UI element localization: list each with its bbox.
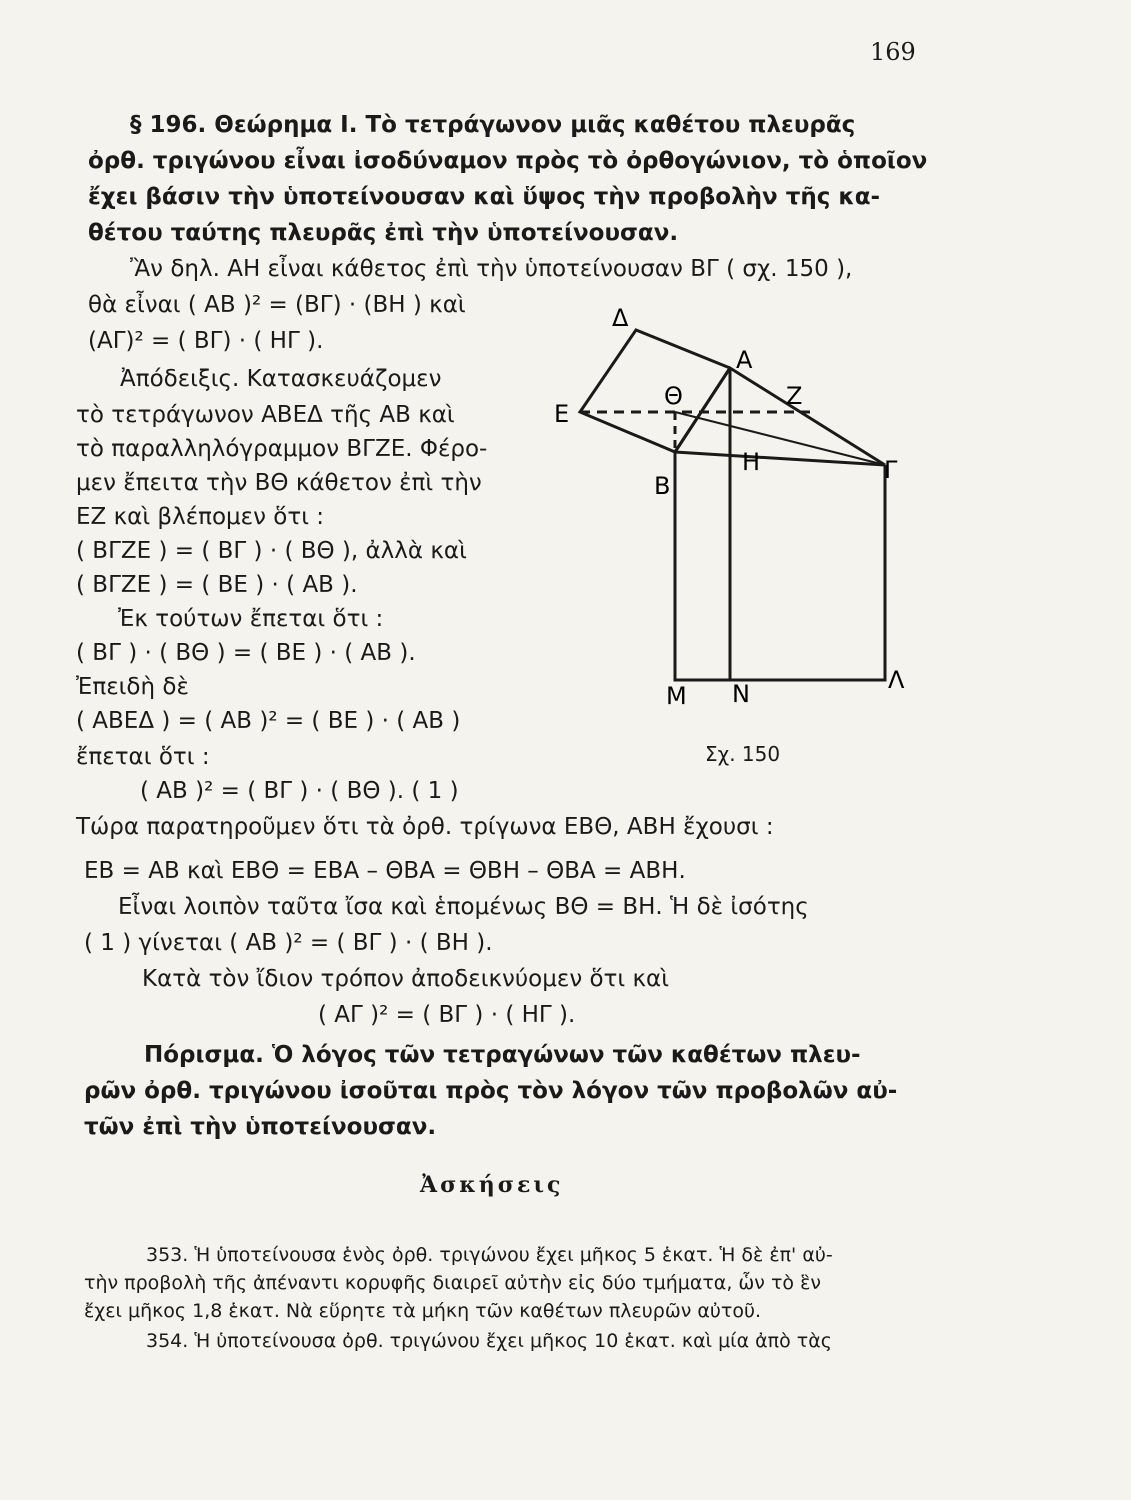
label-theta: Θ (664, 382, 683, 410)
proof-line-6: ( ΒΓΖΕ ) = ( ΒΓ ) · ( ΒΘ ), ἀλλὰ καὶ (76, 538, 467, 564)
proof-line-1: Ἀπόδειξις. Κατασκευάζομεν (120, 366, 442, 392)
proof-line-5: ΕΖ καὶ βλέπομεν ὅτι : (76, 504, 325, 530)
page-number: 169 (870, 38, 916, 66)
proof-line-14: Τώρα παρατηροῦμεν ὅτι τὰ ὀρθ. τρίγωνα ΕΒΘ, ΑΒΗ ἔχουσι : (76, 814, 774, 840)
corollary-line-1: Πόρισμα. Ὁ λόγος τῶν τετραγώνων τῶν καθέτων πλευ- (144, 1042, 861, 1068)
proof-line-7: ( ΒΓΖΕ ) = ( ΒΕ ) · ( ΑΒ ). (76, 572, 358, 598)
exercise-line-3: ἔχει μῆκος 1,8 ἑκατ. Νὰ εὕρητε τὰ μήκη τῶν καθέτων πλευρῶν αὐτοῦ. (84, 1300, 762, 1322)
label-epsilon: Ε (554, 400, 570, 428)
label-lambda: Λ (888, 666, 905, 694)
label-delta: Δ (612, 304, 629, 332)
label-beta: Β (654, 472, 671, 500)
label-gamma: Γ (884, 456, 898, 484)
square-abed (580, 330, 730, 452)
corollary-line-3: τῶν ἐπὶ τὴν ὑποτείνουσαν. (84, 1114, 437, 1140)
exercise-line-4: 354. Ἡ ὑποτείνουσα ὀρθ. τριγώνου ἔχει μῆκος 10 ἑκατ. καὶ μία ἀπὸ τὰς (146, 1330, 832, 1352)
body-line-1: Ἂν δηλ. ΑΗ εἶναι κάθετος ἐπὶ τὴν ὑποτείνουσαν ΒΓ ( σχ. 150 ), (130, 256, 853, 282)
label-nu: Ν (732, 680, 750, 708)
exercise-line-1: 353. Ἡ ὑποτείνουσα ἑνὸς ὀρθ. τριγώνου ἔχει μῆκος 5 ἑκατ. Ἡ δὲ ἐπ' αὐ- (146, 1244, 833, 1266)
proof-line-3: τὸ παραλληλόγραμμον ΒΓΖΕ. Φέρο- (76, 436, 488, 462)
proof-line-9: ( ΒΓ ) · ( ΒΘ ) = ( ΒΕ ) · ( ΑΒ ). (76, 640, 416, 666)
proof-line-15: ΕΒ = ΑΒ καὶ ΕΒΘ = ΕΒΑ – ΘΒΑ = ΘΒΗ – ΘΒΑ = ΑΒΗ. (84, 858, 686, 884)
body-line-3: (ΑΓ)² = ( ΒΓ) · ( ΗΓ ). (88, 328, 324, 354)
label-eta: Η (742, 448, 761, 476)
proof-line-16: Εἶναι λοιπὸν ταῦτα ἴσα καὶ ἑπομένως ΒΘ = ΒΗ. Ἡ δὲ ἰσότης (118, 894, 809, 920)
proof-line-19: ( ΑΓ )² = ( ΒΓ ) · ( ΗΓ ). (318, 1002, 576, 1028)
exercises-heading: Ἀσκήσεις (420, 1172, 564, 1198)
figure-caption: Σχ. 150 (705, 742, 781, 766)
figure-150 (540, 300, 940, 720)
exercise-line-2: τὴν προβολὴ τῆς ἀπέναντι κορυφῆς διαιρεῖ αὐτὴν εἰς δύο τμήματα, ὧν τὸ ἓν (84, 1272, 821, 1294)
proof-line-18: Κατὰ τὸν ἴδιον τρόπον ἀποδεικνύομεν ὅτι καὶ (142, 966, 669, 992)
label-alpha: Α (736, 346, 753, 374)
proof-line-12: ἔπεται ὅτι : (76, 744, 210, 770)
proof-line-17: ( 1 ) γίνεται ( ΑΒ )² = ( ΒΓ ) · ( ΒΗ ). (84, 930, 493, 956)
triangle-abg (675, 368, 885, 465)
corollary-line-2: ρῶν ὀρθ. τριγώνου ἰσοῦται πρὸς τὸν λόγον τῶν προβολῶν αὐ- (84, 1078, 898, 1104)
proof-line-2: τὸ τετράγωνον ΑΒΕΔ τῆς ΑΒ καὶ (76, 402, 455, 428)
proof-line-13: ( ΑΒ )² = ( ΒΓ ) · ( ΒΘ ). ( 1 ) (140, 778, 459, 804)
theorem-line-3: ἔχει βάσιν τὴν ὑποτείνουσαν καὶ ὕψος τὴν προβολὴν τῆς κα- (88, 184, 881, 210)
proof-line-11: ( ΑΒΕΔ ) = ( ΑΒ )² = ( ΒΕ ) · ( ΑΒ ) (76, 708, 461, 734)
label-mu: Μ (666, 682, 687, 710)
theorem-line-2: ὀρθ. τριγώνου εἶναι ἰσοδύναμον πρὸς τὸ ὀρθογώνιον, τὸ ὁποῖον (88, 148, 928, 174)
theorem-line-1: § 196. Θεώρημα Ι. Τὸ τετράγωνον μιᾶς καθέτου πλευρᾶς (130, 112, 856, 138)
label-zeta: Ζ (786, 382, 803, 410)
proof-line-8: Ἐκ τούτων ἔπεται ὅτι : (118, 606, 384, 632)
rectangle-bglm (675, 452, 885, 680)
theorem-line-4: θέτου ταύτης πλευρᾶς ἐπὶ τὴν ὑποτείνουσαν. (88, 220, 679, 246)
proof-line-10: Ἐπειδὴ δὲ (76, 674, 189, 700)
proof-line-4: μεν ἔπειτα τὴν ΒΘ κάθετον ἐπὶ τὴν (76, 470, 482, 496)
body-line-2: θὰ εἶναι ( ΑΒ )² = (ΒΓ) · (ΒΗ ) καὶ (88, 292, 466, 318)
